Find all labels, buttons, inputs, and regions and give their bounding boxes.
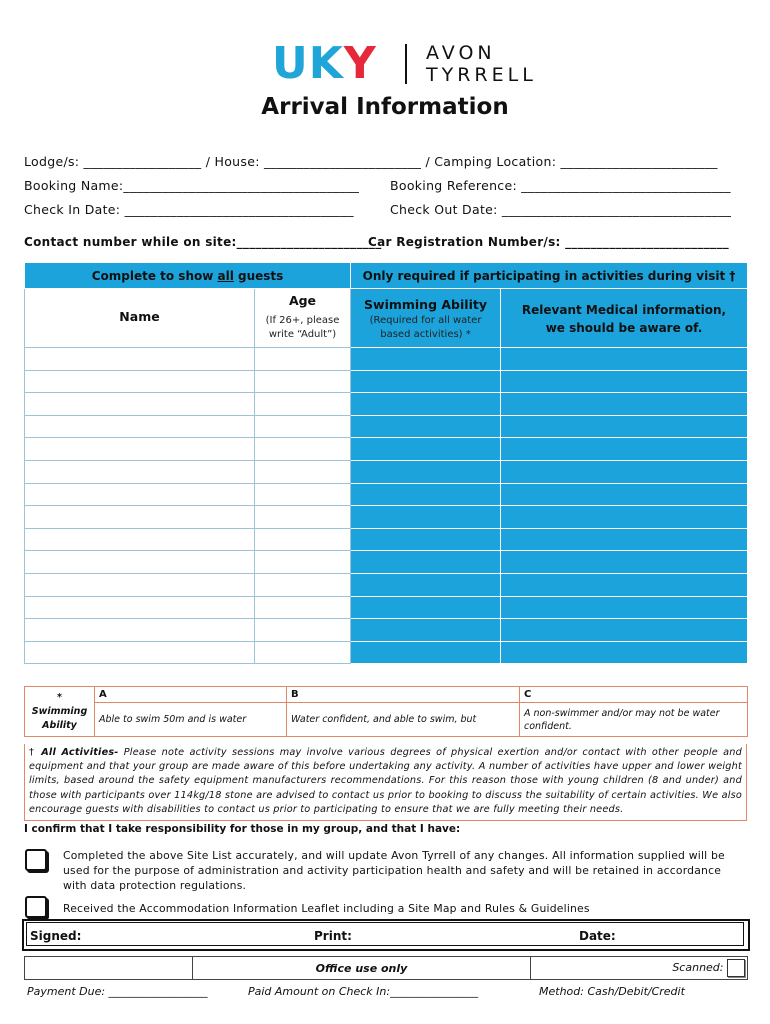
ability-a-text: Able to swim 50m and is water bbox=[95, 703, 287, 737]
col-name bbox=[25, 289, 255, 348]
guest-swim-cell[interactable] bbox=[351, 460, 501, 483]
guest-age-cell[interactable] bbox=[255, 483, 351, 506]
payment-due-field[interactable]: Payment Due: __________________ bbox=[27, 985, 208, 998]
logo-divider bbox=[405, 44, 407, 84]
guest-swim-cell[interactable] bbox=[351, 573, 501, 596]
guest-swim-cell[interactable] bbox=[351, 641, 501, 664]
guest-medical-cell[interactable] bbox=[501, 438, 748, 461]
guest-medical-cell[interactable] bbox=[501, 483, 748, 506]
guest-row bbox=[25, 370, 748, 393]
guest-swim-cell[interactable] bbox=[351, 438, 501, 461]
signature-inner-box[interactable] bbox=[26, 922, 744, 946]
office-use-table bbox=[24, 956, 748, 980]
signed-label: Signed: bbox=[30, 929, 82, 943]
guest-swim-cell[interactable] bbox=[351, 393, 501, 416]
header-all-guests bbox=[25, 263, 351, 289]
guest-medical-cell[interactable] bbox=[501, 415, 748, 438]
guest-age-cell[interactable] bbox=[255, 596, 351, 619]
guest-row bbox=[25, 596, 748, 619]
lodge-field[interactable]: Lodge/s: __________________ / House: ________________________ / Camping Location: ________________________ bbox=[24, 154, 718, 169]
print-label: Print: bbox=[314, 929, 352, 943]
guest-name-cell[interactable] bbox=[25, 483, 255, 506]
guest-table-subheader bbox=[25, 289, 748, 348]
guest-medical-cell[interactable] bbox=[501, 551, 748, 574]
logo-letter-y: Y bbox=[343, 38, 377, 89]
guest-age-cell[interactable] bbox=[255, 370, 351, 393]
guest-name-cell[interactable] bbox=[25, 573, 255, 596]
guest-swim-cell[interactable] bbox=[351, 619, 501, 642]
ability-c-letter: C bbox=[520, 687, 748, 703]
logo-line-avon: AVON bbox=[426, 42, 496, 64]
contact-number-field[interactable]: Contact number while on site:_______________________ bbox=[24, 235, 382, 249]
header-activities: Only required if participating in activities during visit † bbox=[351, 263, 748, 289]
guest-medical-cell[interactable] bbox=[501, 348, 748, 371]
payment-method-field[interactable]: Method: Cash/Debit/Credit bbox=[539, 985, 685, 998]
guest-row bbox=[25, 460, 748, 483]
guest-swim-cell[interactable] bbox=[351, 506, 501, 529]
col-age-label: Age bbox=[288, 293, 317, 308]
office-blank-cell bbox=[25, 957, 193, 980]
guest-name-cell[interactable] bbox=[25, 551, 255, 574]
logo-wordmark bbox=[426, 42, 537, 86]
col-age-sub: (If 26+, please write “Adult”) bbox=[265, 315, 340, 340]
col-medical-label: Relevant Medical information, we should be aware of. bbox=[521, 303, 727, 335]
guest-name-cell[interactable] bbox=[25, 460, 255, 483]
guest-age-cell[interactable] bbox=[255, 573, 351, 596]
date-label: Date: bbox=[579, 929, 616, 943]
col-medical bbox=[501, 289, 748, 348]
guest-name-cell[interactable] bbox=[25, 528, 255, 551]
scanned-checkbox[interactable] bbox=[727, 959, 745, 977]
guest-row bbox=[25, 573, 748, 596]
col-swimming bbox=[351, 289, 501, 348]
page-title: Arrival Information bbox=[261, 94, 509, 120]
guest-name-cell[interactable] bbox=[25, 596, 255, 619]
guest-medical-cell[interactable] bbox=[501, 528, 748, 551]
guest-row bbox=[25, 415, 748, 438]
guest-age-cell[interactable] bbox=[255, 438, 351, 461]
logo-uky bbox=[272, 40, 377, 88]
leaflet-checkbox[interactable] bbox=[25, 896, 47, 918]
guest-age-cell[interactable] bbox=[255, 619, 351, 642]
guest-age-cell[interactable] bbox=[255, 551, 351, 574]
guest-row bbox=[25, 483, 748, 506]
guest-swim-cell[interactable] bbox=[351, 528, 501, 551]
guest-swim-cell[interactable] bbox=[351, 370, 501, 393]
guest-age-cell[interactable] bbox=[255, 460, 351, 483]
guest-swim-cell[interactable] bbox=[351, 596, 501, 619]
guest-row bbox=[25, 619, 748, 642]
guest-name-cell[interactable] bbox=[25, 619, 255, 642]
booking-name-field[interactable]: Booking Name:____________________________________ bbox=[24, 178, 360, 193]
ability-b-letter: B bbox=[287, 687, 520, 703]
logo-line-tyrrell: TYRRELL bbox=[426, 64, 537, 86]
paid-amount-field[interactable]: Paid Amount on Check In:________________ bbox=[248, 985, 479, 998]
guest-row bbox=[25, 528, 748, 551]
header-left-underlined: all bbox=[217, 268, 234, 283]
scanned-cell bbox=[531, 957, 748, 980]
guest-name-cell[interactable] bbox=[25, 348, 255, 371]
site-list-checkbox-label: Completed the above Site List accurately, and will update Avon Tyrrell of any changes. All information supplied will be used for the purpose of administration and activity participation health and safety and will be retained in accordance with data protection regulations. bbox=[63, 849, 725, 892]
scanned-label: Scanned: bbox=[672, 961, 724, 974]
guest-medical-cell[interactable] bbox=[501, 619, 748, 642]
guest-swim-cell[interactable] bbox=[351, 348, 501, 371]
check-in-field[interactable]: Check In Date: ___________________________________ bbox=[24, 202, 354, 217]
guest-medical-cell[interactable] bbox=[501, 460, 748, 483]
activities-note bbox=[24, 744, 747, 821]
guest-name-cell[interactable] bbox=[25, 415, 255, 438]
guest-swim-cell[interactable] bbox=[351, 415, 501, 438]
logo-letter-u: U bbox=[272, 38, 309, 89]
guest-medical-cell[interactable] bbox=[501, 573, 748, 596]
office-use-label: Office use only bbox=[193, 957, 531, 980]
guest-age-cell[interactable] bbox=[255, 641, 351, 664]
col-name-label: Name bbox=[119, 309, 160, 324]
guest-row bbox=[25, 506, 748, 529]
guest-age-cell[interactable] bbox=[255, 528, 351, 551]
site-list-checkbox[interactable] bbox=[25, 849, 47, 871]
booking-reference-field[interactable]: Booking Reference: ________________________________ bbox=[390, 178, 731, 193]
guest-medical-cell[interactable] bbox=[501, 641, 748, 664]
guest-medical-cell[interactable] bbox=[501, 506, 748, 529]
header-left-text-b: guests bbox=[233, 268, 284, 283]
guest-row bbox=[25, 641, 748, 664]
guest-age-cell[interactable] bbox=[255, 415, 351, 438]
guest-name-cell[interactable] bbox=[25, 641, 255, 664]
activities-note-body: Please note activity sessions may involve various degrees of physical exertion and/or contact with other people and equipment and that your group are made aware of this before undertaking any activity. A number of activities have upper and lower weight limits, based around the safety equipment manufacturers recommendations. For this reason those with young children (8 and under) and those with participants over 114kg/18 stone are advised to contact us prior to booking to discuss the suitability of certain activities. We also encourage guests with disabilities to contact us prior to participating to ensure that we are fully meeting their needs. bbox=[29, 747, 742, 815]
ability-label: * Swimming Ability bbox=[25, 687, 95, 737]
ability-a-letter: A bbox=[95, 687, 287, 703]
guest-medical-cell[interactable] bbox=[501, 393, 748, 416]
guest-rows bbox=[25, 348, 748, 664]
guest-row bbox=[25, 438, 748, 461]
guest-age-cell[interactable] bbox=[255, 348, 351, 371]
guest-swim-cell[interactable] bbox=[351, 551, 501, 574]
swimming-ability-table bbox=[24, 686, 748, 737]
guest-name-cell[interactable] bbox=[25, 370, 255, 393]
guest-name-cell[interactable] bbox=[25, 393, 255, 416]
guest-swim-cell[interactable] bbox=[351, 483, 501, 506]
guest-table bbox=[24, 262, 748, 664]
confirm-statement: I confirm that I take responsibility for those in my group, and that I have: bbox=[24, 823, 461, 835]
header-left-text-a: Complete to show bbox=[91, 268, 218, 283]
guest-medical-cell[interactable] bbox=[501, 596, 748, 619]
ability-c-text: A non-swimmer and/or may not be water confident. bbox=[520, 703, 748, 737]
guest-name-cell[interactable] bbox=[25, 438, 255, 461]
guest-row bbox=[25, 551, 748, 574]
guest-table-header bbox=[25, 263, 748, 289]
leaflet-checkbox-label: Received the Accommodation Information Leaflet including a Site Map and Rules & Guidelines bbox=[63, 902, 590, 915]
col-age bbox=[255, 289, 351, 348]
car-registration-field[interactable]: Car Registration Number/s: __________________________ bbox=[368, 235, 729, 249]
guest-row bbox=[25, 348, 748, 371]
guest-name-cell[interactable] bbox=[25, 506, 255, 529]
check-out-field[interactable]: Check Out Date: ___________________________________ bbox=[390, 202, 732, 217]
dagger-mark: † bbox=[29, 747, 36, 758]
activities-note-lead: All Activities- bbox=[41, 747, 119, 758]
guest-row bbox=[25, 393, 748, 416]
logo-letter-k: K bbox=[308, 38, 344, 89]
guest-medical-cell[interactable] bbox=[501, 370, 748, 393]
guest-age-cell[interactable] bbox=[255, 506, 351, 529]
guest-age-cell[interactable] bbox=[255, 393, 351, 416]
col-swim-label: Swimming Ability bbox=[364, 297, 487, 312]
ability-b-text: Water confident, and able to swim, but bbox=[287, 703, 520, 737]
col-swim-sub: (Required for all water based activities) * bbox=[369, 315, 482, 340]
